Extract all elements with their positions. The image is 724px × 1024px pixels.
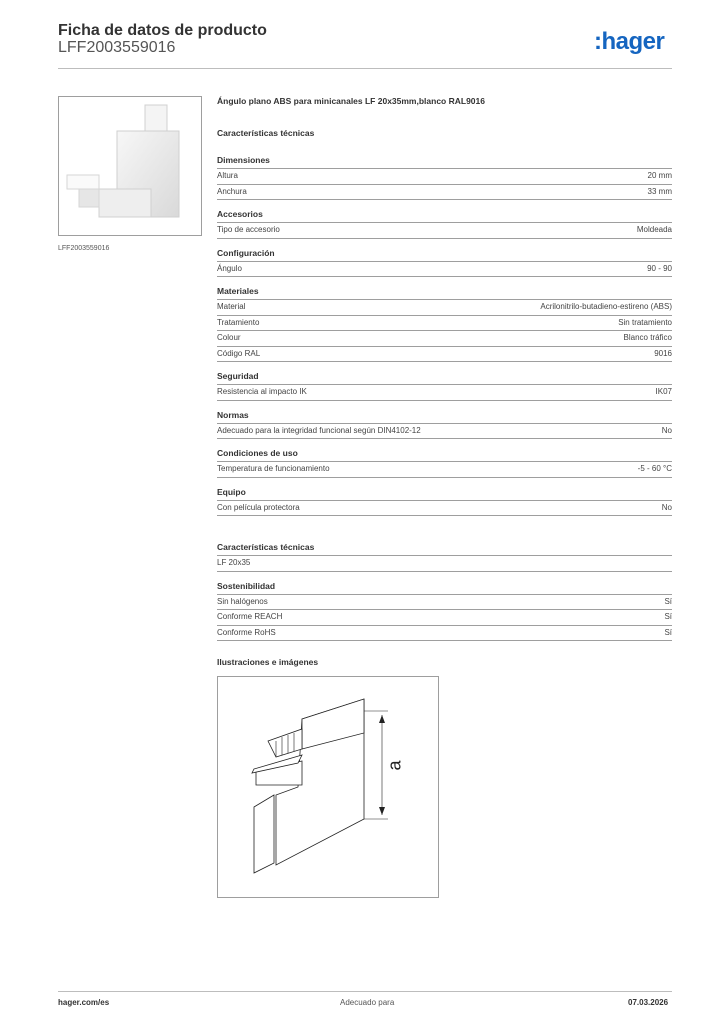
spec-row — [217, 316, 672, 332]
spec-value: Sin tratamiento — [618, 317, 672, 327]
spec-label: Conforme RoHS — [217, 627, 276, 637]
spec-row — [217, 347, 672, 363]
spec-value: Blanco tráfico — [623, 333, 672, 342]
spec-value: -5 - 60 °C — [637, 464, 672, 473]
spec-group-dimensiones — [217, 155, 672, 200]
spec-row — [217, 223, 672, 239]
spec-row — [217, 501, 672, 517]
technical-drawing-lines — [218, 677, 438, 897]
footer-divider — [58, 991, 672, 992]
spec-row — [217, 185, 672, 201]
spec-row — [217, 169, 672, 185]
spec-label: Adecuado para la integridad funcional según DIN4102-12 — [217, 425, 421, 435]
group-title: Seguridad — [217, 371, 672, 385]
spec-label: Temperatura de funcionamiento — [217, 464, 330, 473]
spec-row — [217, 424, 672, 440]
spec-label: Colour — [217, 333, 241, 342]
spec-label: Material — [217, 302, 246, 311]
group-title: Configuración — [217, 248, 672, 262]
footer-website-link[interactable]: hager.com/es — [58, 998, 110, 1007]
product-title: Ángulo plano ABS para minicanales LF 20x35mm,blanco RAL9016 — [217, 96, 485, 106]
spec-row — [217, 610, 672, 626]
footer-center-text: Adecuado para — [340, 998, 395, 1007]
header-divider — [58, 68, 672, 69]
spec-group-configuracion — [217, 248, 672, 278]
spec-value: Moldeada — [636, 225, 672, 234]
spec-label: LF 20x35 — [217, 558, 251, 567]
spec-value: No — [661, 502, 672, 512]
spec-value: Sí — [664, 612, 672, 621]
spec-group-seguridad — [217, 371, 672, 401]
spec-row — [217, 385, 672, 401]
spec-label: Resistencia al impacto IK — [217, 387, 307, 396]
group-title: Condiciones de uso — [217, 448, 672, 462]
spec-row — [217, 556, 672, 572]
page-title: Ficha de datos de producto — [58, 22, 267, 39]
group-title: Sostenibilidad — [217, 581, 672, 595]
spec-group-equipo — [217, 487, 672, 517]
photo-caption: LFF2003559016 — [58, 245, 110, 252]
spec-row — [217, 626, 672, 642]
spec-row — [217, 462, 672, 478]
spec-row — [217, 300, 672, 316]
spec-label: Tratamiento — [217, 317, 260, 327]
spec-sheet — [217, 128, 672, 641]
spec-value: No — [661, 425, 672, 435]
group-title: Características técnicas — [217, 542, 672, 556]
section-title: Características técnicas — [217, 128, 315, 138]
spec-value: IK07 — [655, 387, 672, 396]
spec-label: Ángulo — [217, 263, 242, 273]
spec-group-condiciones — [217, 448, 672, 478]
spec-label: Tipo de accesorio — [217, 225, 280, 234]
spec-value: 33 mm — [647, 186, 672, 196]
product-photo — [58, 96, 202, 236]
spec-label: Conforme REACH — [217, 612, 283, 621]
footer-date: 07.03.2026 — [628, 998, 669, 1007]
spec-group-accesorios — [217, 209, 672, 239]
spec-value: 9016 — [654, 348, 672, 358]
dimension-label: a — [384, 760, 405, 771]
spec-label: Código RAL — [217, 348, 261, 358]
spec-value: Sí — [664, 596, 672, 606]
hager-logo[interactable]: :hager — [594, 28, 665, 55]
spec-group-sostenibilidad — [217, 581, 672, 642]
illustrations-title: Ilustraciones e imágenes — [217, 657, 319, 667]
group-title: Equipo — [217, 487, 672, 501]
spec-label: Sin halógenos — [217, 596, 268, 606]
spec-group-materiales — [217, 286, 672, 362]
spec-label: Anchura — [217, 186, 247, 196]
spec-value: 20 mm — [647, 171, 672, 180]
spec-value: 90 - 90 — [647, 263, 672, 273]
spec-value: Acrilonitrilo-butadieno-estireno (ABS) — [540, 302, 672, 311]
spec-group-normas — [217, 410, 672, 440]
spec-value: Sí — [664, 627, 672, 637]
spec-label: Altura — [217, 171, 238, 180]
spec-row — [217, 262, 672, 278]
group-title: Normas — [217, 410, 672, 424]
tech-block — [217, 542, 672, 572]
spec-row — [217, 331, 672, 347]
group-title: Accesorios — [217, 209, 672, 223]
product-code: LFF2003559016 — [58, 39, 176, 56]
group-title: Materiales — [217, 286, 672, 300]
group-title: Dimensiones — [217, 155, 672, 169]
product-photo-illustration — [59, 97, 201, 235]
spec-row — [217, 595, 672, 611]
spec-label: Con película protectora — [217, 502, 300, 512]
technical-drawing — [217, 676, 439, 898]
